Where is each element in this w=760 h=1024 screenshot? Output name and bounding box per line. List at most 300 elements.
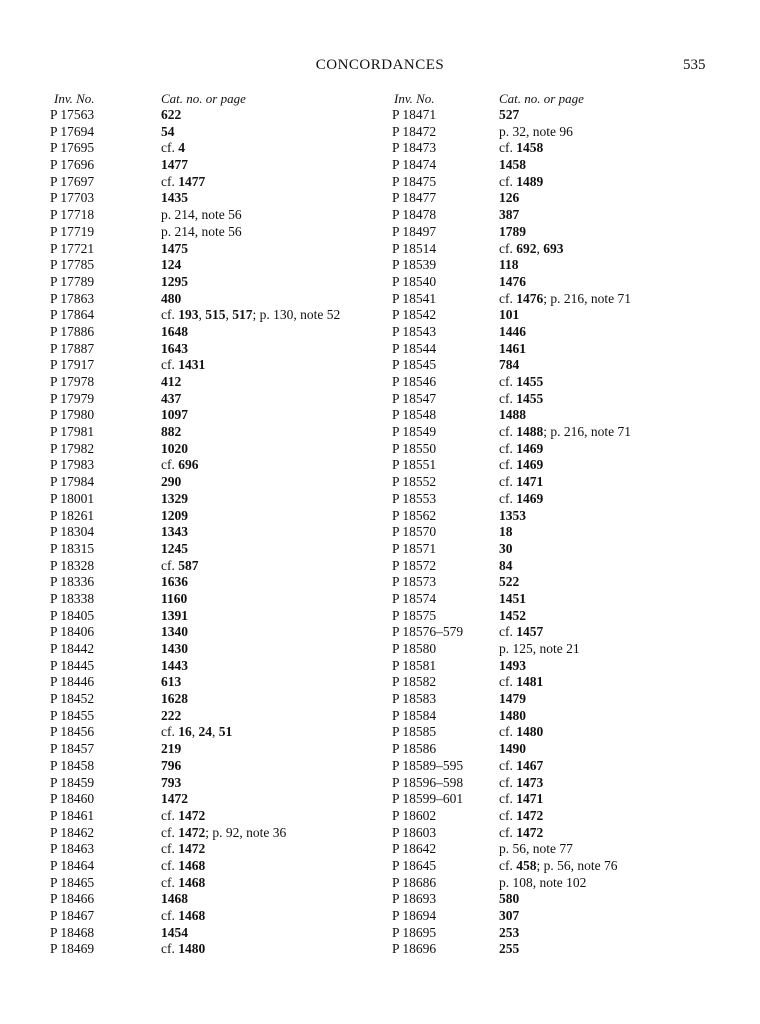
catalogue-number: 1431 xyxy=(178,357,206,373)
catalogue-number: 24 xyxy=(198,724,212,740)
inv-no-cell: P 18547 xyxy=(392,390,437,406)
catalogue-number: 84 xyxy=(499,557,513,573)
cat-no-cell xyxy=(161,391,181,408)
inv-no-cell: P 18544 xyxy=(392,340,437,356)
cat-no-cell xyxy=(161,207,242,224)
reference-text: cf. xyxy=(499,290,517,306)
cat-no-cell xyxy=(499,441,543,458)
cat-no-cell xyxy=(161,524,188,541)
inv-no-cell: P 18576–579 xyxy=(392,624,464,640)
cat-no-cell xyxy=(161,457,199,474)
cat-no-cell xyxy=(161,775,181,792)
inv-no-cell: P 18338 xyxy=(50,590,95,606)
catalogue-number: 1472 xyxy=(178,824,206,840)
inv-no-cell: P 18602 xyxy=(392,807,437,823)
cat-no-cell xyxy=(499,424,631,441)
cat-no-cell xyxy=(161,758,181,775)
inv-no-cell: P 18584 xyxy=(392,707,437,723)
catalogue-number: 1472 xyxy=(178,841,206,857)
inv-no-cell: P 18460 xyxy=(50,791,95,807)
reference-text: ; p. 92, note 36 xyxy=(205,824,287,840)
inv-no-cell: P 18462 xyxy=(50,824,95,840)
inv-no-cell: P 18336 xyxy=(50,574,95,590)
catalogue-number: 580 xyxy=(499,891,520,907)
inv-no-cell: P 17719 xyxy=(50,223,95,239)
cat-no-cell xyxy=(161,541,188,558)
reference-text: , xyxy=(198,307,206,323)
reference-text: cf. xyxy=(161,941,179,957)
cat-no-cell xyxy=(499,775,543,792)
cat-no-cell xyxy=(499,224,526,241)
inv-no-cell: P 18478 xyxy=(392,207,437,223)
catalogue-number: 1160 xyxy=(161,590,188,606)
catalogue-number: 1475 xyxy=(161,240,188,256)
inv-no-cell: P 18452 xyxy=(50,691,95,707)
cat-no-cell xyxy=(499,157,526,174)
reference-text: cf. xyxy=(161,824,179,840)
cat-no-cell xyxy=(499,608,526,625)
cat-no-cell xyxy=(161,724,232,741)
inv-no-cell: P 18572 xyxy=(392,557,437,573)
reference-text: cf. xyxy=(499,824,517,840)
catalogue-number: 1493 xyxy=(499,657,526,673)
reference-text: cf. xyxy=(499,774,517,790)
inv-no-cell: P 17984 xyxy=(50,474,95,490)
catalogue-number: 222 xyxy=(161,707,182,723)
reference-text: cf. xyxy=(499,474,517,490)
catalogue-number: 101 xyxy=(499,307,520,323)
cat-no-cell xyxy=(161,558,199,575)
catalogue-number: 1468 xyxy=(161,891,188,907)
cat-no-cell xyxy=(499,190,519,207)
catalogue-number: 587 xyxy=(178,557,199,573)
catalogue-number: 1628 xyxy=(161,691,188,707)
inv-no-cell: P 18464 xyxy=(50,857,95,873)
inv-no-cell: P 18599–601 xyxy=(392,791,464,807)
catalogue-number: 1468 xyxy=(178,874,206,890)
cat-no-cell xyxy=(161,107,181,124)
catalogue-number: 387 xyxy=(499,207,520,223)
catalogue-number: 1643 xyxy=(161,340,188,356)
catalogue-number: 253 xyxy=(499,924,520,940)
catalogue-number: 1480 xyxy=(499,707,526,723)
inv-no-cell: P 17864 xyxy=(50,307,95,323)
cat-no-cell xyxy=(161,925,188,942)
inv-no-cell: P 18475 xyxy=(392,173,437,189)
inv-no-cell: P 18405 xyxy=(50,607,95,623)
catalogue-number: 793 xyxy=(161,774,182,790)
cat-no-cell xyxy=(161,908,205,925)
inv-no-cell: P 18596–598 xyxy=(392,774,464,790)
page-number: 535 xyxy=(683,57,706,73)
cat-no-cell xyxy=(499,341,526,358)
cat-no-cell xyxy=(161,875,205,892)
reference-text: cf. xyxy=(499,390,517,406)
catalogue-number: 1457 xyxy=(516,624,544,640)
reference-text: p. 214, note 56 xyxy=(161,223,242,239)
reference-text: ; p. 216, note 71 xyxy=(543,290,631,306)
reference-text: cf. xyxy=(161,140,179,156)
cat-no-cell xyxy=(161,658,188,675)
inv-no-cell: P 18543 xyxy=(392,323,437,339)
reference-text: cf. xyxy=(499,457,517,473)
cat-no-cell xyxy=(499,691,526,708)
cat-no-cell xyxy=(499,891,519,908)
cat-no-cell xyxy=(161,241,188,258)
catalogue-number: 1480 xyxy=(516,724,544,740)
cat-no-cell xyxy=(161,357,205,374)
reference-text: cf. xyxy=(499,674,517,690)
reference-text: p. 56, note 77 xyxy=(499,841,573,857)
inv-no-cell: P 18465 xyxy=(50,874,95,890)
inv-no-cell: P 18466 xyxy=(50,891,95,907)
catalogue-number: 1446 xyxy=(499,323,526,339)
catalogue-number: 1329 xyxy=(161,490,188,506)
catalogue-number: 1476 xyxy=(499,273,526,289)
catalogue-number: 1468 xyxy=(178,908,206,923)
inv-no-cell: P 18315 xyxy=(50,540,95,556)
inv-no-cell: P 18455 xyxy=(50,707,95,723)
cat-no-cell xyxy=(161,641,188,658)
reference-text: cf. xyxy=(499,807,517,823)
catalogue-number: 437 xyxy=(161,390,182,406)
cat-no-cell xyxy=(499,641,580,658)
cat-no-cell xyxy=(499,524,513,541)
reference-text: cf. xyxy=(161,357,179,373)
inv-no-cell: P 18581 xyxy=(392,657,437,673)
cat-no-cell xyxy=(499,841,573,858)
catalogue-number: 1648 xyxy=(161,323,188,339)
inv-no-cell: P 17917 xyxy=(50,357,95,373)
cat-no-cell xyxy=(499,391,543,408)
inv-no-cell: P 17721 xyxy=(50,240,95,256)
reference-text: ; p. 56, note 76 xyxy=(536,857,618,873)
catalogue-number: 696 xyxy=(178,457,199,473)
catalogue-number: 1481 xyxy=(516,674,544,690)
inv-no-cell: P 18586 xyxy=(392,741,437,757)
catalogue-number: 1458 xyxy=(499,157,526,173)
reference-text: cf. xyxy=(499,173,517,189)
inv-no-cell: P 18474 xyxy=(392,157,437,173)
cat-no-cell xyxy=(499,274,526,291)
catalogue-number: 1209 xyxy=(161,507,188,523)
cat-no-cell xyxy=(499,758,543,775)
cat-no-cell xyxy=(499,508,526,525)
cat-no-cell xyxy=(499,558,513,575)
cat-no-cell xyxy=(161,190,188,207)
cat-no-cell xyxy=(499,241,564,258)
cat-no-cell xyxy=(161,441,188,458)
catalogue-number: 1443 xyxy=(161,657,188,673)
inv-no-cell: P 18574 xyxy=(392,590,437,606)
inv-no-cell: P 18472 xyxy=(392,123,437,139)
cat-no-cell xyxy=(499,291,631,308)
reference-text: cf. xyxy=(161,841,179,857)
catalogue-number: 1245 xyxy=(161,540,188,556)
reference-text: cf. xyxy=(499,624,517,640)
inv-no-cell: P 18468 xyxy=(50,924,95,940)
reference-text: cf. xyxy=(499,440,517,456)
inv-no-cell: P 18458 xyxy=(50,757,95,773)
cat-no-cell xyxy=(161,574,188,591)
inv-no-cell: P 18467 xyxy=(50,908,95,923)
catalogue-number: 1479 xyxy=(499,691,526,707)
catalogue-number: 1454 xyxy=(161,924,188,940)
cat-no-cell xyxy=(499,307,519,324)
catalogue-number: 219 xyxy=(161,741,182,757)
cat-no-cell xyxy=(161,608,188,625)
cat-no-cell xyxy=(161,291,181,308)
catalogue-number: 290 xyxy=(161,474,182,490)
inv-no-cell: P 17886 xyxy=(50,323,95,339)
cat-no-cell xyxy=(499,207,519,224)
inv-no-cell: P 18575 xyxy=(392,607,437,623)
reference-text: cf. xyxy=(499,757,517,773)
cat-no-cell xyxy=(161,791,188,808)
reference-text: cf. xyxy=(161,307,179,323)
cat-no-cell xyxy=(161,224,242,241)
catalogue-number: 1490 xyxy=(499,741,526,757)
inv-no-cell: P 17981 xyxy=(50,424,95,440)
catalogue-number: 527 xyxy=(499,107,520,122)
inv-no-cell: P 17979 xyxy=(50,390,95,406)
reference-text: cf. xyxy=(499,140,517,156)
catalogue-number: 480 xyxy=(161,290,182,306)
inv-no-cell: P 18461 xyxy=(50,807,95,823)
catalogue-number: 692 xyxy=(516,240,537,256)
inv-no-cell: P 18001 xyxy=(50,490,95,506)
inv-no-cell: P 18562 xyxy=(392,507,437,523)
reference-text: , xyxy=(191,724,199,740)
catalogue-number: 1467 xyxy=(516,757,544,773)
catalogue-number: 1097 xyxy=(161,407,188,423)
inv-no-cell: P 18551 xyxy=(392,457,437,473)
cat-no-cell xyxy=(161,307,340,324)
catalogue-number: 1489 xyxy=(516,173,544,189)
cat-no-cell xyxy=(499,624,543,641)
cat-no-cell xyxy=(161,891,188,908)
cat-no-cell xyxy=(161,624,188,641)
cat-no-cell xyxy=(161,825,286,842)
inv-no-cell: P 18328 xyxy=(50,557,95,573)
inv-no-cell: P 18570 xyxy=(392,524,437,540)
inv-no-cell: P 18585 xyxy=(392,724,437,740)
cat-no-heading: Cat. no. or page xyxy=(499,91,584,106)
inv-no-cell: P 18459 xyxy=(50,774,95,790)
cat-no-cell xyxy=(499,941,519,958)
inv-no-heading: Inv. No. xyxy=(394,91,435,106)
inv-no-cell: P 18497 xyxy=(392,223,437,239)
reference-text: ; p. 216, note 71 xyxy=(543,424,631,440)
catalogue-number: 458 xyxy=(516,857,537,873)
cat-no-cell xyxy=(161,341,188,358)
catalogue-number: 412 xyxy=(161,374,182,389)
inv-no-cell: P 18542 xyxy=(392,307,437,323)
inv-no-cell: P 18540 xyxy=(392,273,437,289)
catalogue-number: 1458 xyxy=(516,140,544,156)
inv-no-cell: P 18477 xyxy=(392,190,437,206)
catalogue-number: 126 xyxy=(499,190,520,206)
reference-text: p. 125, note 21 xyxy=(499,641,580,656)
reference-text: cf. xyxy=(161,908,179,923)
inv-no-cell: P 17863 xyxy=(50,290,95,306)
cat-no-cell xyxy=(499,407,526,424)
cat-no-cell xyxy=(161,157,188,174)
reference-text: , xyxy=(536,240,544,256)
inv-no-cell: P 17718 xyxy=(50,207,95,223)
inv-no-cell: P 18457 xyxy=(50,741,95,757)
catalogue-number: 51 xyxy=(218,724,233,740)
inv-no-cell: P 17563 xyxy=(50,107,95,122)
catalogue-number: 1480 xyxy=(178,941,206,957)
cat-no-cell xyxy=(161,407,188,424)
inv-no-cell: P 17983 xyxy=(50,457,95,473)
catalogue-number: 1295 xyxy=(161,273,188,289)
catalogue-number: 1452 xyxy=(499,607,526,623)
reference-text: p. 108, note 102 xyxy=(499,874,587,890)
inv-no-cell: P 17697 xyxy=(50,173,95,189)
cat-no-cell xyxy=(161,124,175,141)
catalogue-number: 1340 xyxy=(161,624,188,640)
inv-no-cell: P 18548 xyxy=(392,407,437,423)
inv-no-cell: P 18583 xyxy=(392,691,437,707)
cat-no-cell xyxy=(499,708,526,725)
cat-no-cell xyxy=(161,140,185,157)
inv-no-cell: P 18545 xyxy=(392,357,437,373)
cat-no-cell xyxy=(161,858,205,875)
running-head-title: CONCORDANCES xyxy=(315,57,445,73)
catalogue-number: 1472 xyxy=(516,807,544,823)
inv-no-cell: P 18642 xyxy=(392,841,437,857)
catalogue-number: 882 xyxy=(161,424,182,440)
cat-no-cell xyxy=(499,357,519,374)
cat-no-cell xyxy=(499,825,543,842)
inv-no-cell: P 17703 xyxy=(50,190,95,206)
catalogue-number: 1477 xyxy=(161,157,188,173)
cat-no-cell xyxy=(161,474,181,491)
cat-no-cell xyxy=(161,424,181,441)
catalogue-number: 1451 xyxy=(499,590,526,606)
inv-no-cell: P 18573 xyxy=(392,574,437,590)
catalogue-number: 1391 xyxy=(161,607,188,623)
inv-no-cell: P 18463 xyxy=(50,841,95,857)
cat-no-cell xyxy=(499,324,526,341)
catalogue-number: 1488 xyxy=(499,407,526,423)
catalogue-number: 693 xyxy=(543,240,564,256)
inv-no-cell: P 18552 xyxy=(392,474,437,490)
inv-no-cell: P 18603 xyxy=(392,824,437,840)
catalogue-number: 1455 xyxy=(516,390,544,406)
catalogue-number: 1469 xyxy=(516,440,544,456)
inv-no-cell: P 17785 xyxy=(50,257,95,273)
cat-no-cell xyxy=(499,858,618,875)
inv-no-cell: P 17789 xyxy=(50,273,95,289)
inv-no-cell: P 18456 xyxy=(50,724,95,740)
cat-no-cell xyxy=(499,724,543,741)
catalogue-number: 1435 xyxy=(161,190,188,206)
cat-no-cell xyxy=(499,374,543,391)
reference-text: cf. xyxy=(161,457,179,473)
catalogue-number: 622 xyxy=(161,107,182,122)
catalogue-number: 784 xyxy=(499,357,520,373)
catalogue-number: 1353 xyxy=(499,507,526,523)
cat-no-cell xyxy=(161,708,181,725)
reference-text: cf. xyxy=(499,374,517,389)
cat-no-cell xyxy=(499,741,526,758)
catalogue-number: 307 xyxy=(499,908,520,923)
inv-no-cell: P 18553 xyxy=(392,490,437,506)
catalogue-number: 255 xyxy=(499,941,520,957)
inv-no-cell: P 18446 xyxy=(50,674,95,690)
cat-no-cell xyxy=(499,674,543,691)
cat-no-cell xyxy=(499,791,543,808)
reference-text: , xyxy=(212,724,219,740)
catalogue-number: 1471 xyxy=(516,474,544,490)
catalogue-number: 1789 xyxy=(499,223,526,239)
catalogue-number: 1469 xyxy=(516,457,544,473)
catalogue-number: 1476 xyxy=(516,290,544,306)
catalogue-number: 1472 xyxy=(516,824,544,840)
catalogue-number: 613 xyxy=(161,674,182,690)
cat-no-cell xyxy=(161,374,181,391)
cat-no-cell xyxy=(161,808,205,825)
inv-no-cell: P 18406 xyxy=(50,624,95,640)
catalogue-number: 1468 xyxy=(178,857,206,873)
inv-no-cell: P 18693 xyxy=(392,891,437,907)
cat-no-cell xyxy=(499,808,543,825)
cat-no-cell xyxy=(499,140,543,157)
reference-text: cf. xyxy=(499,857,517,873)
catalogue-number: 1461 xyxy=(499,340,526,356)
catalogue-number: 1477 xyxy=(178,173,206,189)
inv-no-cell: P 18471 xyxy=(392,107,437,122)
reference-text: cf. xyxy=(161,807,179,823)
cat-no-cell xyxy=(161,674,181,691)
inv-no-cell: P 17695 xyxy=(50,140,95,156)
reference-text: cf. xyxy=(161,557,179,573)
inv-no-cell: P 17980 xyxy=(50,407,95,423)
cat-no-cell xyxy=(499,457,543,474)
catalogue-number: 1473 xyxy=(516,774,544,790)
reference-text: cf. xyxy=(161,724,179,740)
inv-no-cell: P 18589–595 xyxy=(392,757,464,773)
cat-no-cell xyxy=(499,908,519,925)
inv-no-heading: Inv. No. xyxy=(54,91,95,106)
inv-no-cell: P 18549 xyxy=(392,424,437,440)
inv-no-cell: P 18695 xyxy=(392,924,437,940)
cat-no-cell xyxy=(499,658,526,675)
reference-text: cf. xyxy=(499,424,517,440)
catalogue-number: 1020 xyxy=(161,440,188,456)
cat-no-cell xyxy=(161,257,181,274)
inv-no-cell: P 18582 xyxy=(392,674,437,690)
cat-no-cell xyxy=(499,875,586,892)
cat-no-cell xyxy=(161,491,188,508)
inv-no-cell: P 18694 xyxy=(392,908,437,923)
catalogue-number: 517 xyxy=(232,307,253,323)
reference-text: cf. xyxy=(499,490,517,506)
catalogue-number: 1430 xyxy=(161,641,188,656)
cat-no-cell xyxy=(161,508,188,525)
cat-no-cell xyxy=(161,591,187,608)
inv-no-cell: P 18442 xyxy=(50,641,95,656)
reference-text: cf. xyxy=(499,724,517,740)
catalogue-number: 16 xyxy=(178,724,192,740)
cat-no-cell xyxy=(499,107,519,124)
catalogue-number: 1469 xyxy=(516,490,544,506)
cat-no-cell xyxy=(499,541,513,558)
reference-text: ; p. 130, note 52 xyxy=(252,307,341,323)
